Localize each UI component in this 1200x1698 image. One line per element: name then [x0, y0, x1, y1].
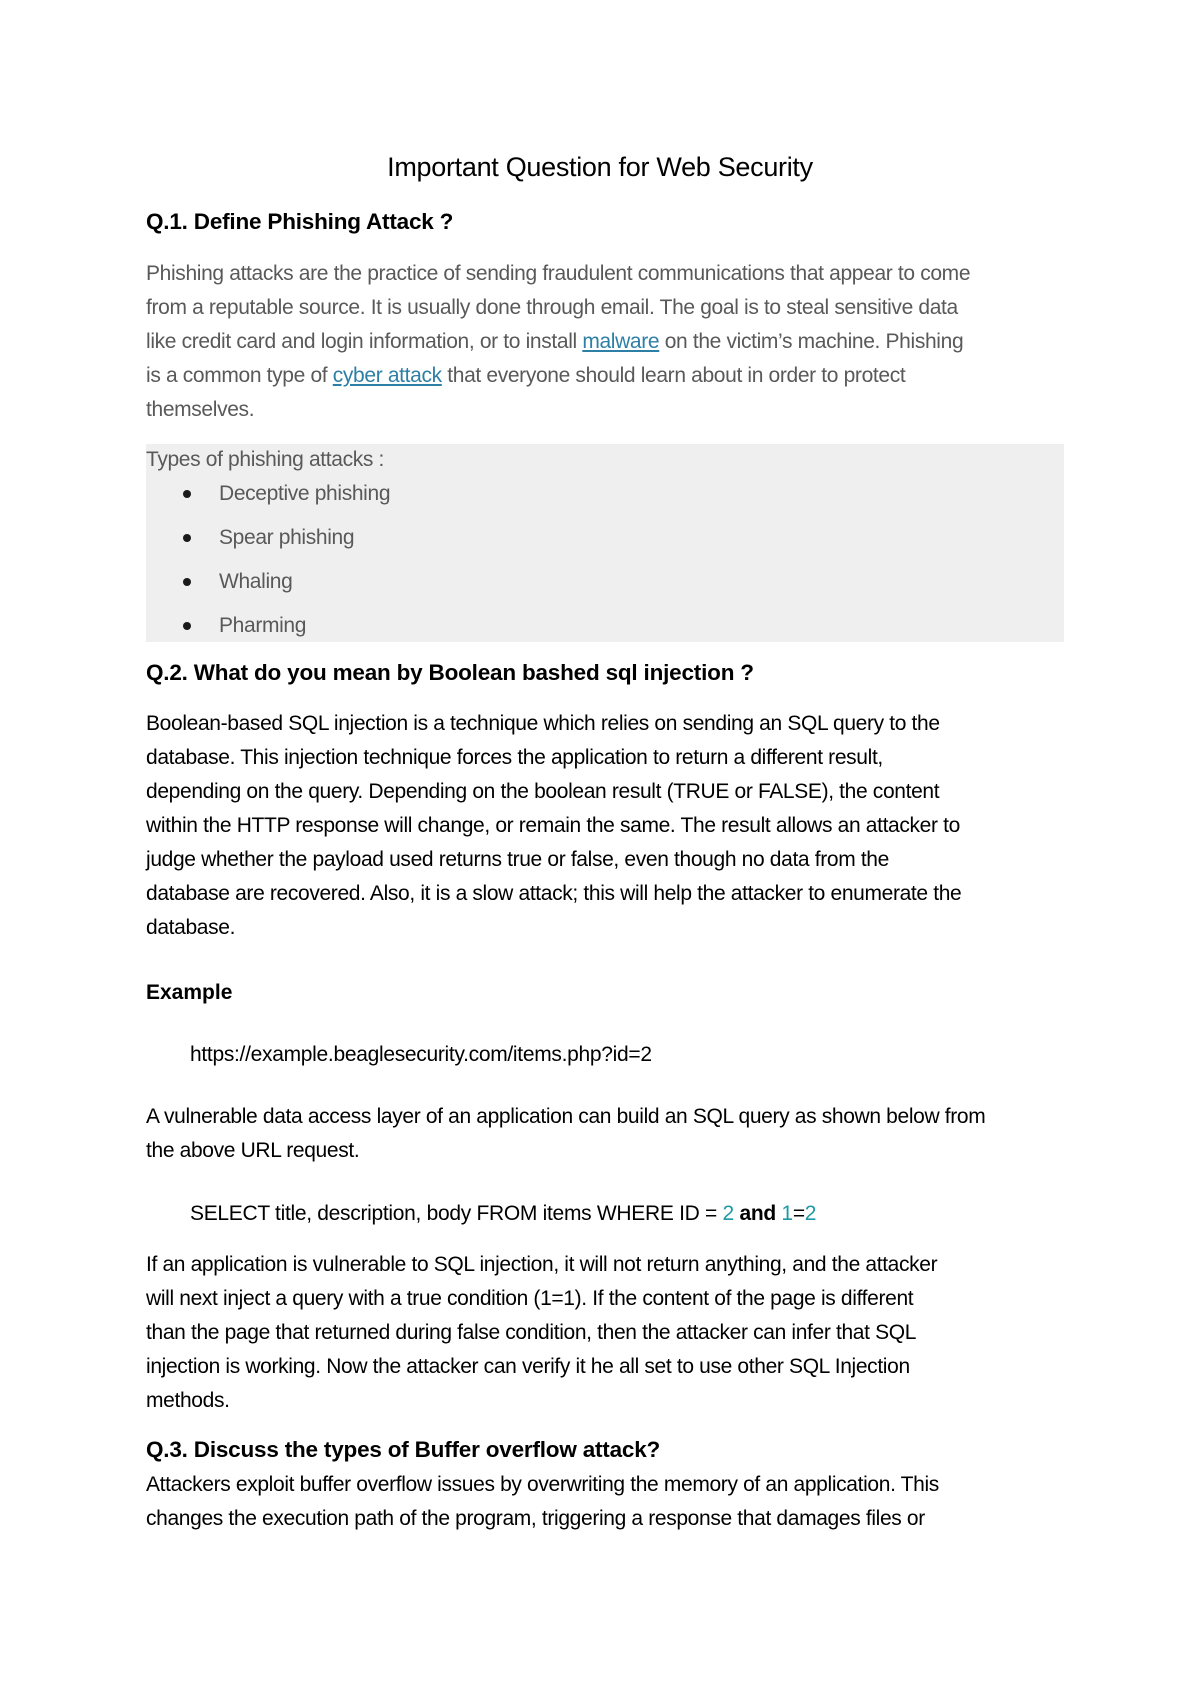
q2-line-4: within the HTTP response will change, or remain the same. The result allows an attacker to	[146, 814, 960, 837]
list-item-label: Deceptive phishing	[219, 482, 391, 505]
malware-link[interactable]: malware	[582, 330, 660, 353]
sql-keyword-and: and	[733, 1202, 782, 1225]
q1-line-5: themselves.	[146, 398, 255, 421]
list-item-label: Whaling	[219, 570, 293, 593]
q2-p3-line-2: will next inject a query with a true condition (1=1). If the content of the page is different	[146, 1287, 914, 1310]
bullet-icon	[183, 578, 191, 586]
q3-line-2: changes the execution path of the program, triggering a response that damages files or	[146, 1507, 925, 1530]
q2-paragraph-2	[146, 1100, 1066, 1168]
q1-line-3-post: on the victim’s machine. Phishing	[659, 330, 964, 353]
q2-line-2: database. This injection technique forces the application to return a different result,	[146, 746, 883, 769]
sql-query	[190, 1197, 816, 1231]
q1-line-4	[146, 359, 1066, 393]
q2-p3-line-4: injection is working. Now the attacker can verify it he all set to use other SQL Injection	[146, 1355, 910, 1378]
q1-line-2: from a reputable source. It is usually done through email. The goal is to steal sensitive data	[146, 296, 958, 319]
sql-part-3: ID =	[673, 1202, 723, 1225]
sql-equals: =	[792, 1202, 805, 1225]
q3-heading: Q.3. Discuss the types of Buffer overflow attack?	[146, 1437, 661, 1462]
q2-paragraph	[146, 707, 1066, 945]
q1-line-3	[146, 325, 1066, 359]
q2-paragraph-3	[146, 1248, 1066, 1418]
q2-p3-line-5: methods.	[146, 1389, 230, 1412]
q2-line-5: judge whether the payload used returns true or false, even though no data from the	[146, 848, 889, 871]
sql-number-2: 1	[781, 1202, 793, 1225]
example-label: Example	[146, 981, 233, 1004]
q1-line-4-pre: is a common type of	[146, 364, 333, 387]
example-url: https://example.beaglesecurity.com/items.php?id=2	[190, 1043, 652, 1066]
q1-line-3-pre: like credit card and login information, or to install	[146, 330, 583, 353]
bullet-icon	[183, 490, 191, 498]
q1-heading: Q.1. Define Phishing Attack ?	[146, 209, 454, 234]
q2-p2-line-1: A vulnerable data access layer of an application can build an SQL query as shown below from	[146, 1105, 986, 1128]
q1-line-4-post: that everyone should learn about in order to protect	[441, 364, 906, 387]
q2-line-7: database.	[146, 916, 236, 939]
sql-number-1: 2	[722, 1202, 734, 1225]
q1-line-1: Phishing attacks are the practice of sending fraudulent communications that appear to come	[146, 262, 971, 285]
sql-part-1: title, description, body	[269, 1202, 477, 1225]
q2-p3-line-1: If an application is vulnerable to SQL injection, it will not return anything, and the attacker	[146, 1253, 938, 1276]
cyber-attack-link[interactable]: cyber attack	[332, 364, 442, 387]
list-item-label: Spear phishing	[219, 526, 355, 549]
q3-line-1: Attackers exploit buffer overflow issues by overwriting the memory of an application. This	[146, 1473, 939, 1496]
document-title: Important Question for Web Security	[387, 152, 813, 182]
types-heading: Types of phishing attacks :	[146, 448, 385, 471]
sql-number-3: 2	[804, 1202, 817, 1225]
list-item-label: Pharming	[219, 614, 307, 637]
q2-line-6: database are recovered. Also, it is a slow attack; this will help the attacker to enumerate the	[146, 882, 962, 905]
sql-part-2: items	[537, 1202, 597, 1225]
q2-p3-line-3: than the page that returned during false condition, then the attacker can infer that SQL	[146, 1321, 917, 1344]
bullet-icon	[183, 622, 191, 630]
q2-line-3: depending on the query. Depending on the boolean result (TRUE or FALSE), the content	[146, 780, 940, 803]
sql-keyword-where: WHERE	[596, 1202, 674, 1225]
q2-line-1: Boolean-based SQL injection is a technique which relies on sending an SQL query to the	[146, 712, 940, 735]
q1-paragraph	[146, 257, 1066, 427]
sql-keyword-from: FROM	[476, 1202, 538, 1225]
q2-p2-line-2: the above URL request.	[146, 1139, 360, 1162]
q3-paragraph	[146, 1468, 1066, 1536]
q2-heading: Q.2. What do you mean by Boolean bashed sql injection ?	[146, 660, 754, 685]
bullet-icon	[183, 534, 191, 542]
sql-keyword-select: SELECT	[190, 1202, 270, 1225]
